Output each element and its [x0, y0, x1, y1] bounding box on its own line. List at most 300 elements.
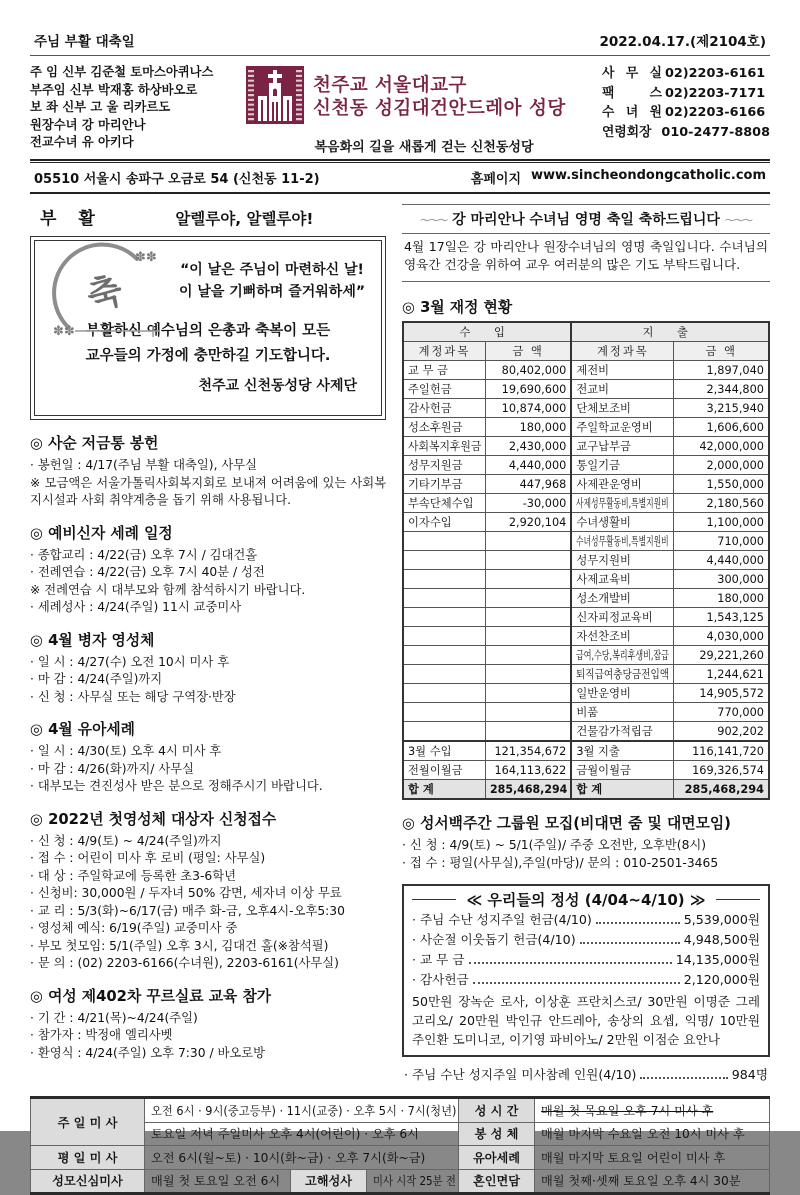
section-title: ◎ 4월 병자 영성체: [30, 631, 155, 649]
section-line-text: · 세례성사 : 4/24(주일) 11시 교중미사: [30, 600, 242, 614]
section-line-text: · 접 수 : 평일(사무실),주일(마당)/ 문의 : 010-2501-3465: [402, 855, 719, 870]
section-line: [30, 599, 386, 617]
finance-amount-cell: [485, 456, 571, 475]
finance-amount-cell: [485, 780, 571, 800]
section-line: [30, 1010, 386, 1028]
finance-cell-text: 2,180,560: [706, 496, 764, 510]
finance-amount-cell: [674, 761, 769, 780]
offering-amount: 4,948,500원: [683, 932, 760, 947]
finance-amount-cell: [674, 513, 769, 532]
finance-amount-cell: [485, 684, 571, 703]
finance-account-cell: [403, 665, 485, 684]
finance-amount-cell: [485, 627, 571, 646]
finance-account-cell: [571, 532, 673, 551]
offerings-title: ≪ 우리들의 정성 (4/04~4/10) ≫: [412, 889, 760, 910]
section-line-text: ※ 전례연습 시 대부모와 함께 참석하시기 바랍니다.: [30, 582, 306, 597]
finance-cell-text: 퇴직급여충당금전입액: [576, 668, 670, 681]
offering-item: [412, 930, 760, 950]
finance-cell-text: 2,000,000: [706, 458, 764, 472]
finance-account-cell: [403, 703, 485, 722]
dot-leader: [596, 922, 680, 924]
finance-account-cell: [571, 380, 673, 399]
finance-cell-text: 제전비: [576, 364, 610, 377]
section-line: [30, 475, 386, 510]
finance-amount-cell: [485, 437, 571, 456]
finance-account-cell: [403, 361, 485, 380]
marriage-interview-value: 매월 첫째·셋째 토요일 오후 4시 30분: [535, 1169, 770, 1194]
section-line-text: · 신 청 : 사무실 또는 해당 구역장·반장: [30, 689, 236, 704]
notice-section: [30, 808, 386, 973]
finance-amount-cell: [674, 456, 769, 475]
finance-cell-text: 300,000: [717, 572, 764, 586]
finance-amount-cell: [674, 532, 769, 551]
section-line-text: · 종합교리 : 4/22(금) 오후 7시 / 김대건홀: [30, 547, 258, 562]
finance-table: [402, 321, 770, 800]
church-address: 05510 서울시 송파구 오금로 54 (신천동 11-2): [34, 172, 320, 187]
finance-account-cell: [403, 761, 485, 780]
finance-account-cell: [403, 532, 485, 551]
confession-value: 미사 시작 25분 전: [367, 1169, 459, 1194]
easter-quote: “이 날은 주님이 마련하신 날! 이 날을 기뻐하며 즐거워하세”: [178, 262, 366, 300]
clergy-line: 주 임 신부 김준철 토마스아퀴나스: [30, 65, 214, 79]
finance-row: [403, 722, 769, 742]
section-line-text: · 접 수 : 어린이 미사 후 로비 (평일: 사무실): [30, 851, 266, 865]
finance-amount-cell: [485, 665, 571, 684]
finance-cell-text: 180,000: [717, 591, 764, 605]
finance-cell-text: 4,440,000: [508, 458, 567, 472]
viaticum-label: 봉 성 체: [459, 1122, 535, 1146]
finance-cell-text: 3,215,940: [706, 401, 764, 415]
section-line-text: · 신 청 : 4/9(토) ~ 5/1(주일)/ 주중 오전반, 오후반(8시): [402, 838, 707, 852]
finance-cell-text: 수녀성무활동비,특별지원비: [576, 535, 670, 548]
finance-group-header-row: [403, 322, 769, 342]
finance-cell-text: 285,468,294: [489, 782, 568, 796]
section-line: [30, 955, 386, 973]
finance-row: [403, 456, 769, 475]
finance-cell-text: 부속단체수입: [408, 497, 474, 510]
finance-amount-cell: [485, 475, 571, 494]
finance-account-cell: [571, 456, 673, 475]
dot-leader: [640, 1077, 727, 1079]
section-line-text: · 환영식 : 4/24(주일) 오후 7:30 / 바오로방: [30, 1045, 266, 1060]
finance-row: [403, 399, 769, 418]
issue-date: 2022.04.17.(제2104호): [599, 34, 766, 50]
marian-mass-value: 매월 첫 토요일 오전 6시: [145, 1169, 291, 1194]
finance-cell-text: 주일헌금: [408, 383, 452, 396]
finance-amount-cell: [674, 627, 769, 646]
flower-ornament-icon: ✽✽: [53, 324, 75, 339]
finance-cell-text: 통일기금: [576, 459, 620, 472]
finance-cell-text: 19,690,600: [501, 382, 567, 396]
homepage-label: 홈페이지: [470, 172, 522, 187]
finance-amount-cell: [674, 418, 769, 437]
section-line: [30, 1045, 386, 1063]
clergy-line: 부주임 신부 박재홍 하상바오로: [30, 82, 198, 97]
contact-row: [602, 64, 770, 84]
contact-list: [602, 64, 770, 155]
finance-cell-text: 4,440,000: [706, 553, 764, 567]
finance-amount-cell: [485, 646, 571, 665]
weekday-mass-times: 오전 6시(월~토) · 10시(화~금) · 오후 7시(화~금): [145, 1146, 459, 1170]
finance-col-header: 금 액: [674, 342, 769, 361]
finance-account-cell: [571, 665, 673, 684]
finance-cell-text: 29,221,260: [699, 648, 764, 662]
section-line: [30, 761, 386, 779]
section-line: [30, 547, 386, 565]
section-line-text: · 영성체 예식: 6/19(주일) 교중미사 중: [30, 921, 238, 935]
section-line-text: · 일 시 : 4/27(수) 오전 10시 미사 후: [30, 654, 230, 669]
finance-cell-text: 신자피정교육비: [576, 611, 653, 624]
clergy-line: 전교수녀 유 아키다: [30, 135, 134, 149]
finance-cell-text: 수녀생활비: [576, 516, 631, 529]
holy-hour-value: 매월 첫 목요일 오후 7시 미사 후: [535, 1098, 770, 1123]
section-line: [30, 582, 386, 600]
finance-cell-text: 116,141,720: [692, 744, 764, 758]
header-top-row: [30, 30, 770, 56]
clergy-line: 보 좌 신부 고 울 리카르도: [30, 100, 171, 114]
finance-col-header: 계정과목: [571, 342, 673, 361]
finance-account-cell: [403, 646, 485, 665]
finance-cell-text: 전교비: [576, 383, 610, 396]
finance-account-cell: [403, 684, 485, 703]
finance-cell-text: 급여,수당,복리후생비,잡급: [576, 649, 670, 662]
finance-amount-cell: [674, 780, 769, 800]
section-line-text: · 신 청 : 4/9(토) ~ 4/24(주일)까지: [30, 833, 222, 848]
notice-section: [30, 629, 386, 707]
finance-amount-cell: [674, 475, 769, 494]
finance-amount-cell: [485, 608, 571, 627]
notice-sections: [30, 432, 386, 1062]
section-line-text: · 전례연습 : 4/22(금) 오후 7시 40분 / 성전: [30, 565, 265, 579]
finance-account-cell: [403, 418, 485, 437]
attendance-label: · 주님 수난 성지주일 미사참례 인원(4/10): [404, 1067, 637, 1082]
finance-col-header-row: [403, 342, 769, 361]
section-line: [30, 564, 386, 582]
church-title: [313, 74, 566, 120]
clergy-list: [30, 64, 246, 155]
finance-amount-cell: [485, 380, 571, 399]
finance-account-cell: [403, 608, 485, 627]
finance-row: [403, 380, 769, 399]
finance-row: [403, 703, 769, 722]
dot-leader: [469, 962, 672, 964]
finance-row: [403, 437, 769, 456]
finance-amount-cell: [485, 589, 571, 608]
finance-cell-text: 710,000: [717, 534, 764, 548]
offering-label: · 주님 수난 성지주일 헌금(4/10): [412, 912, 592, 927]
finance-account-cell: [403, 627, 485, 646]
finance-amount-cell: [485, 418, 571, 437]
offering-amount: 5,539,000원: [683, 912, 760, 927]
finance-cell-text: 3월 수입: [408, 745, 452, 758]
sunday-mass-label: 주 일 미 사: [31, 1098, 145, 1146]
finance-account-cell: [403, 380, 485, 399]
section-line-text: · 참가자 : 박정애 엘리사벳: [30, 1028, 173, 1042]
finance-group-header: 지 출: [571, 322, 769, 342]
finance-cell-text: 주일학교운영비: [576, 421, 653, 434]
finance-cell-text: 1,550,000: [706, 477, 764, 491]
celebration-stamp-icon: [41, 243, 167, 347]
section-line: [30, 671, 386, 689]
finance-cell-text: 일반운영비: [576, 687, 631, 700]
finance-cell-text: 감사헌금: [408, 402, 452, 415]
contact-label: 사 무 실: [602, 66, 662, 81]
easter-heading-row: [30, 204, 386, 229]
finance-cell-text: 2,344,800: [706, 382, 764, 396]
finance-amount-cell: [674, 494, 769, 513]
finance-row: [403, 627, 769, 646]
donor-list: 50만원 장녹순 로사, 이상훈 프란치스코/ 30만원 이명준 그레고리오/ 20만원 박인규 안드레아, 송상의 요셉, 익명/ 10만원 주인환 도미니코, 이기영 파비아노/ 2만원 이점순 요안나: [412, 994, 760, 1047]
finance-account-cell: [403, 513, 485, 532]
finance-summary-row: [403, 780, 769, 800]
section-line-text: · 마 감 : 4/26(화)까지/ 사무실: [30, 761, 194, 776]
finance-amount-cell: [674, 570, 769, 589]
finance-cell-text: 285,468,294: [684, 782, 764, 796]
viaticum-value: 매월 마지막 수요일 오전 10시 미사 후: [535, 1122, 770, 1146]
finance-account-cell: [571, 627, 673, 646]
section-line: [30, 743, 386, 761]
offering-item: [412, 950, 760, 970]
finance-amount-cell: [485, 703, 571, 722]
contact-row: [602, 84, 770, 104]
bible-group-lines: [402, 837, 770, 872]
finance-cell-text: 4,030,000: [706, 629, 764, 643]
sunday-mass-times-2: 토요일 저녁 주일미사 오후 4시(어린이) · 오후 6시: [145, 1122, 459, 1146]
finance-account-cell: [571, 399, 673, 418]
dot-leader: [580, 942, 680, 944]
offering-items: [412, 910, 760, 990]
section-title: ◎ 사순 저금통 봉헌: [30, 435, 159, 452]
finance-amount-cell: [485, 761, 571, 780]
finance-amount-cell: [674, 399, 769, 418]
church-brand: [246, 64, 602, 155]
finance-cell-text: 성소개발비: [576, 592, 631, 605]
marriage-interview-label: 혼인면담: [459, 1169, 535, 1194]
finance-cell-text: 성무지원비: [576, 554, 631, 567]
finance-amount-cell: [485, 722, 571, 742]
finance-row: [403, 532, 769, 551]
finance-account-cell: [403, 780, 485, 800]
church-title-line2: 신천동 성김대건안드레아 성당: [313, 98, 566, 119]
title-rule: [412, 899, 456, 900]
finance-cell-text: 42,000,000: [699, 439, 764, 453]
finance-cell-text: 단체보조비: [576, 402, 631, 415]
finance-account-cell: [571, 646, 673, 665]
section-line: [30, 920, 386, 938]
table-row: [31, 1146, 770, 1170]
finance-group-header: 수 입: [403, 322, 571, 342]
finance-account-cell: [571, 475, 673, 494]
finance-account-cell: [571, 418, 673, 437]
finance-cell-text: 교구납부금: [576, 440, 631, 453]
finance-cell-text: 164,113,622: [494, 763, 567, 777]
section-title: ◎ 2022년 첫영성체 대상자 신청접수: [30, 810, 277, 828]
confession-label: 고해성사: [291, 1169, 367, 1194]
finance-account-cell: [403, 456, 485, 475]
finance-amount-cell: [674, 684, 769, 703]
finance-cell-text: 180,000: [519, 420, 567, 434]
finance-col-header: 금 액: [485, 342, 571, 361]
finance-account-cell: [571, 361, 673, 380]
finance-cell-text: 121,354,672: [494, 744, 567, 758]
offering-label: · 감사헌금: [412, 972, 469, 987]
contact-label: 연령회장: [602, 124, 652, 140]
section-line: [30, 654, 386, 672]
finance-cell-text: 2,430,000: [508, 439, 567, 453]
finance-account-cell: [571, 780, 673, 800]
address-row: [30, 163, 770, 194]
finance-cell-text: 사제관운영비: [576, 478, 642, 491]
finance-cell-text: 금월이월금: [576, 764, 631, 777]
church-title-line1: 천주교 서울대교구: [313, 75, 467, 96]
offering-label: · 교 무 금: [412, 952, 465, 967]
finance-account-cell: [571, 513, 673, 532]
finance-row: [403, 608, 769, 627]
finance-account-cell: [403, 551, 485, 570]
finance-account-cell: [403, 437, 485, 456]
section-line-text: · 일 시 : 4/30(토) 오후 4시 미사 후: [30, 744, 222, 758]
finance-cell-text: 전월이월금: [408, 764, 463, 777]
finance-cell-text: 1,244,621: [706, 667, 764, 681]
flower-ornament-icon: ✽✽: [135, 250, 157, 265]
easter-title: 부 활: [40, 209, 103, 229]
finance-account-cell: [571, 761, 673, 780]
contact-row: [602, 123, 770, 143]
finance-row: [403, 494, 769, 513]
finance-cell-text: 447,968: [519, 477, 567, 491]
finance-account-cell: [403, 494, 485, 513]
mass-schedule-table: [30, 1096, 770, 1195]
left-column: [30, 204, 386, 1083]
finance-amount-cell: [674, 741, 769, 761]
contact-value: 02)2203-6161: [665, 66, 766, 81]
finance-amount-cell: [674, 722, 769, 742]
finance-account-cell: [571, 437, 673, 456]
finance-account-cell: [403, 399, 485, 418]
contact-label: 수 녀 원: [602, 105, 662, 120]
finance-amount-cell: [674, 380, 769, 399]
section-line-text: · 교 리 : 5/3(화)~6/17(금) 매주 화-금, 오후4시-오후5:30: [30, 903, 345, 918]
finance-cell-text: 교 무 금: [408, 364, 448, 377]
finance-cell-text: 성소후원금: [408, 421, 463, 434]
finance-cell-text: 2,920,104: [508, 515, 567, 529]
nun-feast-title: ～～～ 강 마리안나 수녀님 영명 축일 축하드립니다 ～～～: [402, 204, 770, 234]
finance-account-cell: [571, 494, 673, 513]
finance-cell-text: 169,326,574: [692, 763, 764, 777]
section-line: [30, 938, 386, 956]
contact-value: 010-2477-8808: [661, 124, 770, 140]
finance-account-cell: [403, 722, 485, 742]
section-line-text: · 대 상 : 주일학교에 등록한 초3-6학년: [30, 868, 237, 883]
finance-row: [403, 684, 769, 703]
offering-item: [412, 970, 760, 990]
table-row: [31, 1169, 770, 1194]
homepage-url: www.sincheondongcatholic.com: [531, 168, 766, 183]
section-line-text: · 부모 첫모임: 5/1(주일) 오후 3시, 김대건 홀(※참석필): [30, 938, 329, 953]
finance-amount-cell: [674, 703, 769, 722]
section-line: [30, 1027, 386, 1045]
holy-hour-label: 성 시 간: [459, 1098, 535, 1123]
offering-amount: 14,135,000원: [675, 952, 760, 967]
finance-account-cell: [571, 570, 673, 589]
finance-row: [403, 551, 769, 570]
finance-cell-text: 1,606,600: [706, 420, 764, 434]
finance-cell-text: 합 계: [576, 783, 603, 796]
sunday-mass-times-1: 오전 6시 · 9시(중고등부) · 11시(교중) · 오후 5시 · 7시(청년): [145, 1098, 459, 1123]
section-line: [402, 837, 770, 855]
section-line: [30, 885, 386, 903]
finance-cell-text: 1,543,125: [706, 610, 764, 624]
section-line: [30, 778, 386, 796]
finance-cell-text: 3월 지출: [576, 745, 620, 758]
finance-row: [403, 418, 769, 437]
finance-amount-cell: [485, 532, 571, 551]
finance-account-cell: [571, 608, 673, 627]
dot-leader: [473, 982, 680, 984]
finance-row: [403, 570, 769, 589]
section-line: [30, 833, 386, 851]
finance-account-cell: [403, 570, 485, 589]
contact-row: [602, 103, 770, 123]
finance-amount-cell: [485, 741, 571, 761]
attendance-line: [402, 1064, 770, 1083]
finance-cell-text: 1,100,000: [706, 515, 764, 529]
section-line: [30, 457, 386, 475]
flourish-ornament-icon: ～～～: [724, 215, 752, 227]
svg-text:축: 축: [83, 270, 127, 319]
finance-cell-text: 기타기부금: [408, 478, 463, 491]
finance-amount-cell: [674, 361, 769, 380]
finance-account-cell: [571, 551, 673, 570]
finance-cell-text: 1,897,040: [706, 363, 764, 377]
flourish-ornament-icon: ～～～: [420, 215, 448, 227]
marian-mass-label: 성모신심미사: [31, 1169, 145, 1194]
finance-title: ◎ 3월 재정 현황: [402, 299, 513, 316]
table-row: [31, 1098, 770, 1123]
easter-signature: 천주교 신천동성당 사제단: [198, 378, 357, 394]
feast-day-label: 주님 부활 대축일: [34, 34, 135, 50]
easter-blessing: 부활하신 예수님의 은총과 축복이 모든 교우들의 가정에 충만하길 기도합니다.: [85, 323, 331, 364]
finance-summary-row: [403, 761, 769, 780]
nun-feast-body: 4월 17일은 강 마리안나 원장수녀님의 영명 축일입니다. 수녀님의 영육간 건강을 위하여 교우 여러분의 많은 기도 부탁드립니다.: [402, 234, 770, 282]
section-line-text: · 봉헌일 : 4/17(주님 부활 대축일), 사무실: [30, 458, 258, 472]
finance-amount-cell: [485, 361, 571, 380]
section-line: [402, 855, 770, 873]
finance-row: [403, 475, 769, 494]
finance-account-cell: [403, 589, 485, 608]
section-line-text: · 기 간 : 4/21(목)~4/24(주일): [30, 1010, 198, 1025]
finance-amount-cell: [674, 646, 769, 665]
church-slogan: 복음화의 길을 새롭게 걷는 신천동성당: [314, 140, 534, 155]
masthead: [30, 56, 770, 159]
finance-cell-text: 14,905,572: [699, 686, 764, 700]
attendance-value: 984명: [731, 1067, 768, 1082]
section-line-text: · 신청비: 30,000원 / 두자녀 50% 감면, 세자녀 이상 무료: [30, 886, 342, 900]
alleluia-text: 알렐루야, 알렐루야!: [175, 210, 314, 228]
finance-cell-text: 이자수입: [408, 516, 452, 529]
finance-cell-text: 비품: [576, 706, 599, 719]
offering-item: [412, 910, 760, 930]
finance-account-cell: [571, 703, 673, 722]
section-line: [30, 850, 386, 868]
title-rule: [716, 899, 760, 900]
church-logo-icon: [246, 66, 304, 128]
infant-baptism-label: 유아세례: [459, 1146, 535, 1170]
weekday-mass-label: 평 일 미 사: [31, 1146, 145, 1170]
offering-amount: 2,120,000원: [683, 972, 760, 987]
section-line: [30, 689, 386, 707]
section-line: [30, 868, 386, 886]
